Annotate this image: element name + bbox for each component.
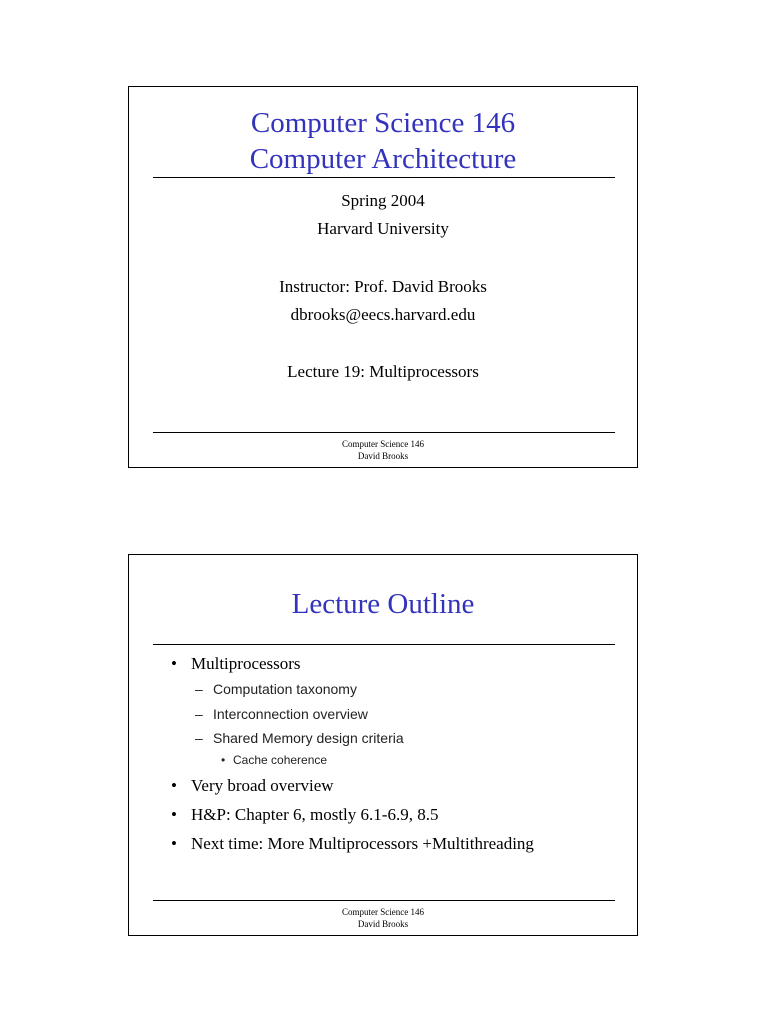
title-divider [153, 177, 615, 178]
footer-course: Computer Science 146 [342, 439, 424, 449]
bullet-mark: • [171, 805, 177, 824]
outline-item-label: Very broad overview [191, 776, 334, 795]
university-text: Harvard University [317, 219, 449, 238]
bullet-mark: • [171, 834, 177, 853]
term-text: Spring 2004 [341, 191, 425, 210]
outline-item-label: Multiprocessors [191, 654, 301, 673]
outline-subitem-label: Interconnection overview [213, 706, 368, 722]
course-title: Computer Science 146 [250, 107, 516, 139]
outline-subitem-label: Shared Memory design criteria [213, 730, 404, 746]
slide-lecture-outline [128, 554, 638, 936]
course-subtitle: Computer Architecture [249, 143, 517, 175]
footer-divider [153, 432, 615, 433]
footer-course: Computer Science 146 [342, 907, 424, 917]
email-text: dbrooks@eecs.harvard.edu [290, 305, 476, 324]
dash-mark: – [195, 681, 203, 697]
outline-item-label: H&P: Chapter 6, mostly 6.1-6.9, 8.5 [191, 805, 439, 824]
outline-title: Lecture Outline [291, 588, 475, 620]
bullet-mark: • [171, 776, 177, 795]
bullet-mark: • [171, 654, 177, 673]
slide-title-page [128, 86, 638, 468]
outline-subitem-label: Computation taxonomy [213, 681, 357, 697]
footer-author: David Brooks [357, 451, 409, 461]
footer-divider [153, 900, 615, 901]
instructor-text: Instructor: Prof. David Brooks [279, 277, 487, 296]
outline-subsubitem-label: Cache coherence [233, 753, 328, 767]
dash-mark: – [195, 706, 203, 722]
outline-list [129, 555, 637, 935]
outline-item-label: Next time: More Multiprocessors +Multithreading [191, 834, 534, 853]
footer-author: David Brooks [357, 919, 409, 929]
lecture-text: Lecture 19: Multiprocessors [287, 362, 479, 381]
sub-bullet-mark: • [221, 753, 226, 767]
dash-mark: – [195, 730, 203, 746]
